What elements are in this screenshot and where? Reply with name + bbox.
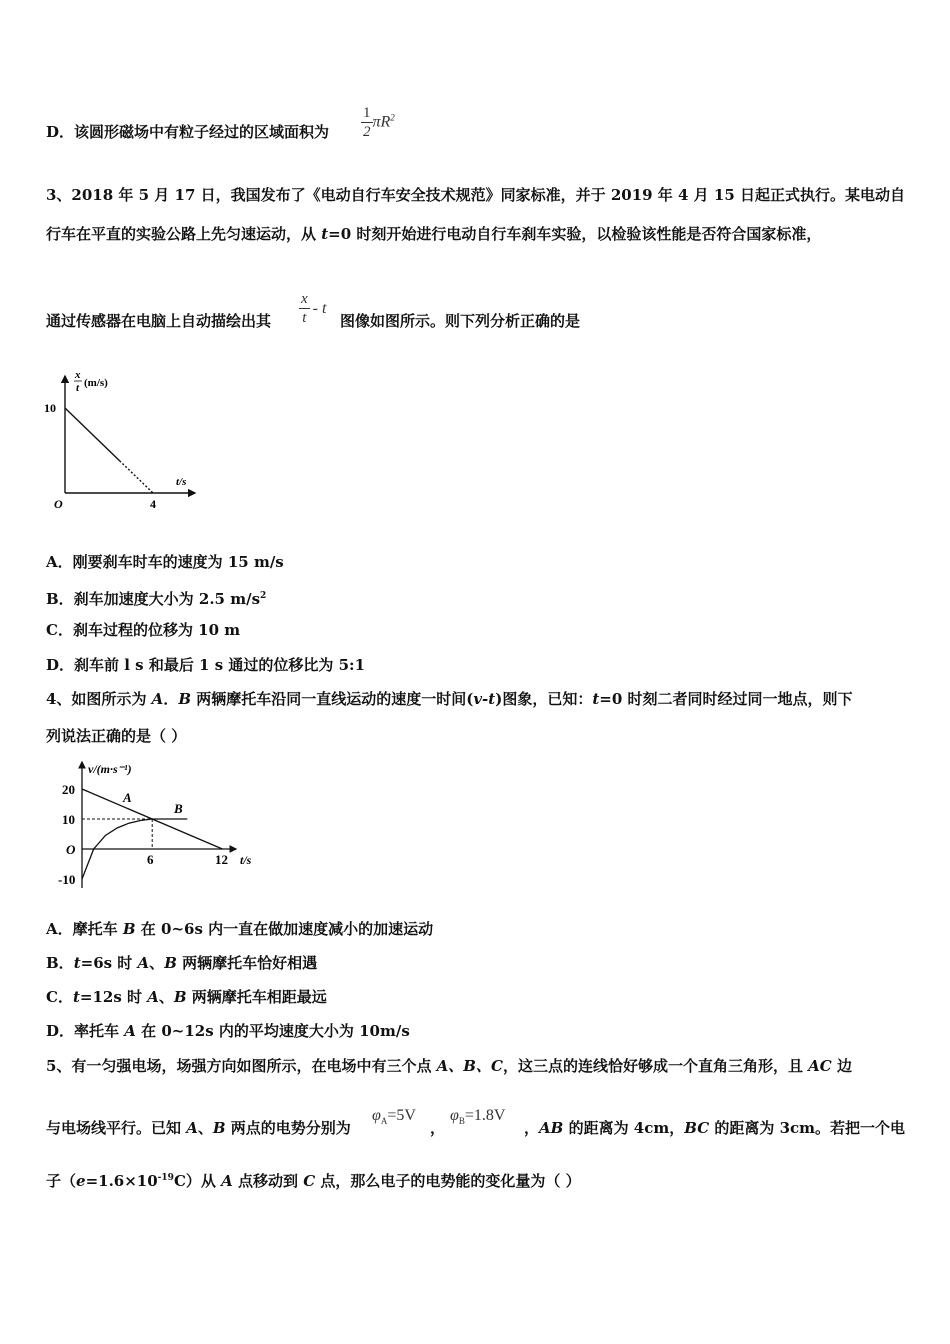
q4-xlabel: t/s [240, 853, 252, 867]
q4-option-b: B．t=6s 时 A、B 两辆摩托车恰好相遇 [46, 954, 318, 972]
q3-line3: 通过传感器在电脑上自动描绘出其 [46, 312, 272, 330]
q3-xlabel: t/s [176, 476, 187, 488]
q4-xtick-6: 6 [147, 852, 154, 867]
q4-origin: O [66, 842, 76, 857]
q3-ytick-10: 10 [44, 401, 56, 415]
q5-line2-end: ，AB 的距离为 4cm，BC 的距离为 3cm。若把一个电 [524, 1119, 906, 1137]
q4-option-d: D．率托车 A 在 0~12s 内的平均速度大小为 10m/s [46, 1022, 410, 1040]
q3-option-c: C．刹车过程的位移为 10 m [46, 621, 241, 639]
q3-option-d: D．刹车前 l s 和最后 1 s 通过的位移比为 5:1 [46, 656, 366, 674]
q3-line2: 行车在平直的实验公路上先匀速运动，从 t=0 时刻开始进行电动自行车刹车实验，以检验该性能是否符合国家标准， [46, 225, 822, 243]
q3-line3-end: 图像如图所示。则下列分析正确的是 [340, 312, 581, 330]
q5-comma: ， [430, 1119, 446, 1137]
q3-origin: O [54, 497, 63, 511]
q3-data-line-dashed [120, 461, 153, 493]
q2-option-d-formula: $\frac{1}{2}$ $\pi R^2$ [363, 105, 395, 140]
fraction: $\frac{1}{2}$ [363, 105, 371, 140]
q3-ylabel-den: t [76, 382, 80, 394]
q4-graph [50, 756, 270, 892]
q5-phi-b: $\varphi_B=1.8V$ [450, 1107, 506, 1126]
q3-option-b: B．刹车加速度大小为 2.5 $m/s^2$ [46, 590, 267, 608]
q4-option-a: A．摩托车 B 在 0~6s 内一直在做加速度减小的加速运动 [46, 920, 434, 938]
q4-label-a: A [123, 790, 132, 805]
q3-line1: 3、2018 年 5 月 17 日，我国发布了《电动自行车安全技术规范》同家标准，并于 2019 年 4 月 15 日起正式执行。某电动自 [46, 186, 906, 204]
q4-ytick-20: 20 [62, 782, 75, 797]
q5-line3: 子$(e=1.6\times 10^{-19}C)$从 A 点移动到 C 点，那么电子的电势能的变化量为（ ） [46, 1172, 581, 1190]
q3-xtick-4: 4 [150, 497, 156, 511]
q4-ylabel: v/(m·s⁻¹) [88, 762, 132, 776]
q5-line1: 5、有一匀强电场，场强方向如图所示，在电场中有三个点 A、B、C，这三点的连线恰好够成一个直角三角形，且 AC 边 [46, 1057, 852, 1075]
q3-option-a: A．刚要刹车时车的速度为 15 m/s [46, 553, 284, 571]
q4-line2: 列说法正确的是（ ） [46, 727, 187, 745]
q4-option-c: C．t=12s 时 A、B 两辆摩托车相距最远 [46, 988, 327, 1006]
q4-ytick-10: 10 [62, 812, 75, 827]
q4-line1: 4、如图所示为 A．B 两辆摩托车沿同一直线运动的速度一时间(v-t)图象，已知：t=0 时刻二者同时经过同一地点，则下 [46, 690, 853, 708]
q3-xt-formula: $\frac{x}{t}$ - t [301, 291, 327, 326]
q2-option-d: D．该圆形磁场中有粒子经过的区域面积为 [46, 123, 330, 141]
fraction: $\frac{x}{t}$ [301, 291, 308, 326]
q3-ylabel-unit: (m/s) [84, 377, 108, 389]
q3-data-line-solid [65, 408, 120, 461]
q4-xtick-12: 12 [215, 852, 228, 867]
q4-ytick-neg10: -10 [58, 872, 76, 887]
q3-graph [40, 368, 210, 514]
q5-phi-a: $\varphi_A=5V$ [372, 1107, 416, 1126]
q4-label-b: B [174, 801, 183, 816]
q3-ylabel-num: x [75, 369, 81, 381]
q5-line2: 与电场线平行。已知 A、B 两点的电势分别为 [46, 1119, 351, 1137]
